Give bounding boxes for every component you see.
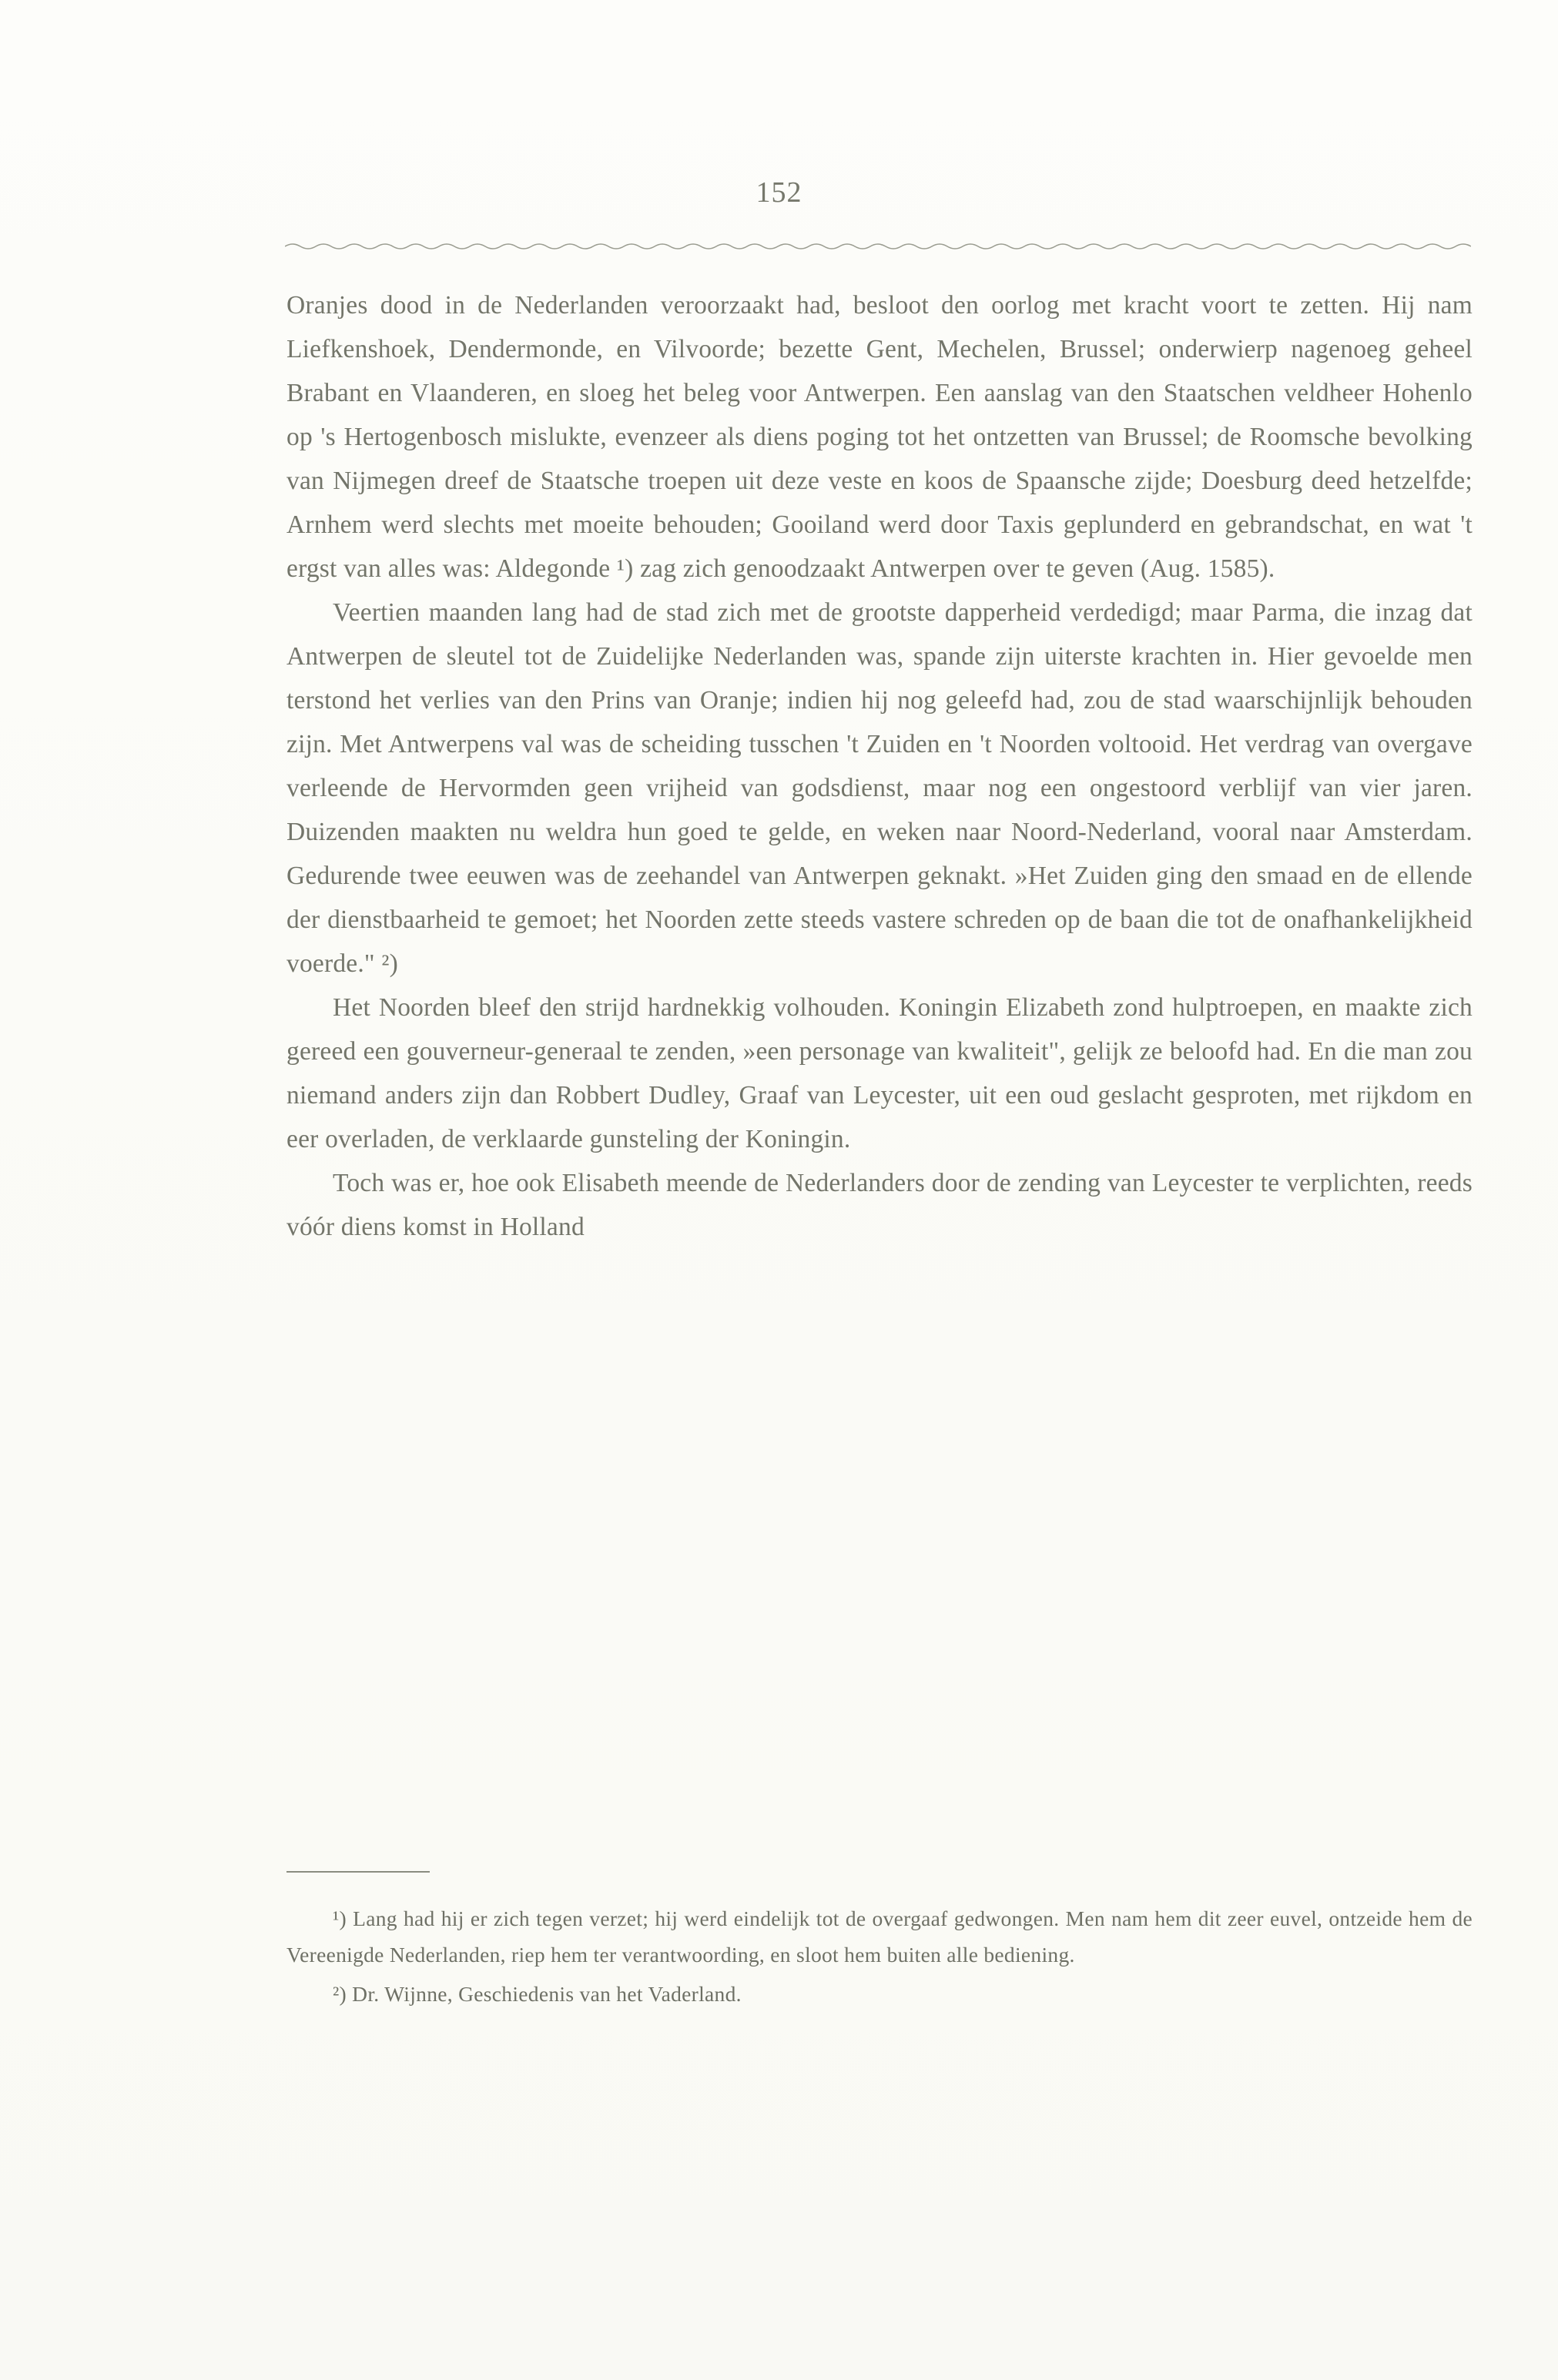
paragraph: Oranjes dood in de Nederlanden veroorzaakt had, besloot den oorlog met kracht voort te zetten. Hij nam Liefkenshoek, Dendermonde, en Vilvoorde; bezette Gent, Mechelen, Brussel; onderwierp nagenoeg geheel Brabant en Vlaanderen, en sloeg het beleg voor Antwerpen. Een aanslag van den Staatschen veldheer Hohenlo op 's Hertogenbosch mislukte, evenzeer als diens poging tot het ontzetten van Brussel; de Roomsche bevolking van Nijmegen dreef de Staatsche troepen uit deze veste en koos de Spaansche zijde; Doesburg deed hetzelfde; Arnhem werd slechts met moeite behouden; Gooiland werd door Taxis geplunderd en gebrandschat, en wat 't ergst van alles was: Aldegonde ¹) zag zich genoodzaakt Antwerpen over te geven (Aug. 1585). [286, 291, 1473, 583]
footnote-separator [286, 1871, 430, 1873]
paragraph: Het Noorden bleef den strijd hardnekkig volhouden. Koningin Elizabeth zond hulptroepen, en maakte zich gereed een gouverneur-generaal te zenden, »een personage van kwaliteit", gelijk ze beloofd had. En die man zou niemand anders zijn dan Robbert Dudley, Graaf van Leycester, uit een oud geslacht gesproten, met rijkdom en eer overladen, de verklaarde gunsteling der Koningin. [286, 993, 1473, 1153]
footnote-1: ¹) Lang had hij er zich tegen verzet; hij werd eindelijk tot de overgaaf gedwongen. Men nam hem dit zeer euvel, ontzeide hem de Vereenigde Nederlanden, riep hem ter verantwoording, en sloot hem buiten alle bediening. [286, 1906, 1473, 1967]
footnotes [286, 1900, 1473, 2012]
paragraph: Veertien maanden lang had de stad zich met de grootste dapperheid verdedigd; maar Parma, die inzag dat Antwerpen de sleutel tot de Zuidelijke Nederlanden was, spande zijn uiterste krachten in. Hier gevoelde men terstond het verlies van den Prins van Oranje; indien hij nog geleefd had, zou de stad waarschijnlijk behouden zijn. Met Antwerpens val was de scheiding tusschen 't Zuiden en 't Noorden voltooid. Het verdrag van overgave verleende de Hervormden geen vrijheid van godsdienst, maar nog een ongestoord verblijf van vier jaren. Duizenden maakten nu weldra hun goed te gelde, en weken naar Noord-Nederland, vooral naar Amsterdam. Gedurende twee eeuwen was de zeehandel van Antwerpen geknakt. »Het Zuiden ging den smaad en de ellende der dienstbaarheid te gemoet; het Noorden zette steeds vastere schreden op de baan die tot de onafhankelijkheid voerde." ²) [286, 598, 1473, 978]
decorative-wavy-rule [285, 240, 1471, 251]
body-text [286, 283, 1473, 1249]
paragraph: Toch was er, hoe ook Elisabeth meende de Nederlanders door de zending van Leycester te verplichten, reeds vóór diens komst in Holland [286, 1169, 1473, 1241]
footnote-2: ²) Dr. Wijnne, Geschiedenis van het Vaderland. [333, 1982, 742, 2006]
page-number: 152 [756, 176, 802, 209]
